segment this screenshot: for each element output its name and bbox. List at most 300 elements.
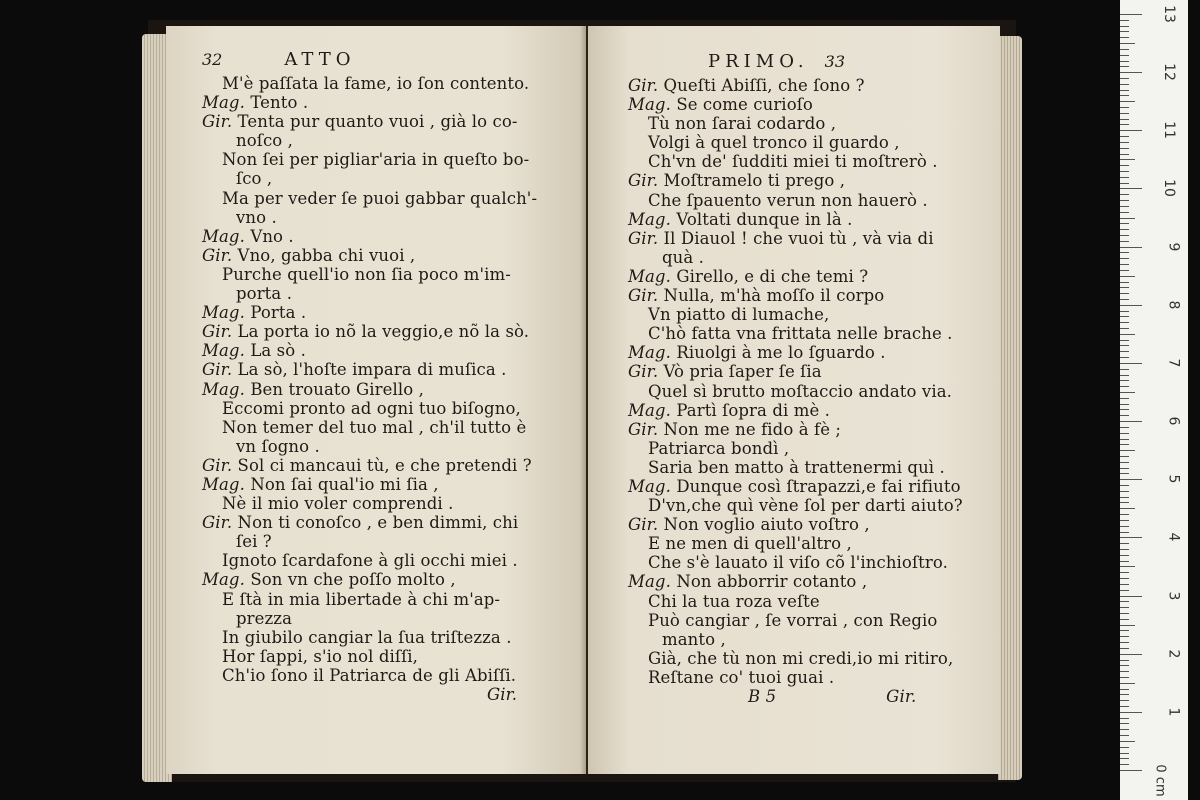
ruler-tick: [1120, 258, 1129, 259]
text-line: [202, 189, 537, 208]
text-line: [202, 570, 537, 589]
line-text: ſei ?: [236, 532, 272, 552]
text-line: [628, 305, 963, 324]
ruler-tick: [1120, 415, 1129, 416]
text-line: [202, 227, 537, 246]
speaker-label: Mag.: [202, 303, 245, 323]
speaker-label: Mag.: [628, 476, 671, 496]
line-text: E ſtà in mia libertade à chi m'ap-: [222, 589, 501, 609]
line-text: Che s'è lauato il viſo cõ l'inchioſtro.: [648, 553, 948, 573]
line-text: La sò .: [250, 341, 306, 361]
right-page-edges: [998, 36, 1022, 780]
speaker-label: Gir.: [628, 362, 659, 382]
line-text: Vno .: [250, 226, 294, 246]
ruler-tick: [1120, 136, 1129, 137]
ruler-tick: [1120, 747, 1129, 748]
ruler-tick: [1120, 502, 1129, 503]
ruler-tick: [1120, 357, 1129, 358]
ruler-tick: [1120, 508, 1135, 509]
speaker-label: Mag.: [202, 341, 245, 361]
ruler-tick: [1120, 462, 1129, 463]
ruler-tick: [1120, 491, 1129, 492]
ruler-number: 12: [1161, 63, 1178, 82]
ruler-tick: [1120, 543, 1129, 544]
line-text: Nè il mio voler comprendi .: [222, 494, 454, 514]
left-page-header: [202, 50, 537, 74]
text-line: [202, 131, 537, 150]
ruler-tick: [1120, 26, 1129, 27]
ruler-tick: [1120, 619, 1129, 620]
text-line: [202, 341, 537, 360]
ruler-tick: [1120, 200, 1129, 201]
ruler-number: 10: [1161, 179, 1178, 198]
line-text: Purche quell'io non ſia poco m'im-: [222, 264, 511, 284]
ruler-tick: [1120, 584, 1129, 585]
line-text: Girello, e di che temi ?: [676, 266, 869, 286]
text-line: [628, 515, 963, 534]
ruler-tick: [1120, 561, 1129, 562]
ruler-tick: [1120, 613, 1129, 614]
text-line: [202, 551, 537, 570]
ruler-tick: [1120, 84, 1129, 85]
speaker-label: Mag.: [628, 343, 671, 363]
ruler-tick: [1120, 31, 1129, 32]
ruler-tick: [1120, 596, 1142, 597]
text-line: [202, 246, 537, 265]
speaker-label: Gir.: [202, 112, 233, 132]
ruler-tick: [1120, 444, 1129, 445]
ruler-tick: [1120, 154, 1129, 155]
speaker-label: Mag.: [628, 209, 671, 229]
ruler-tick: [1120, 78, 1129, 79]
line-text: Patriarca bondì ,: [648, 438, 790, 458]
ruler-tick: [1120, 427, 1129, 428]
text-line: [628, 496, 963, 515]
line-text: Reſtane co' tuoi guai .: [648, 667, 835, 687]
signature-mark: B 5: [748, 687, 777, 706]
ruler-tick: [1120, 555, 1129, 556]
ruler-tick: [1120, 20, 1129, 21]
ruler-tick: [1120, 532, 1129, 533]
ruler-tick: [1120, 223, 1129, 224]
text-line: [202, 74, 537, 93]
text-line: [628, 343, 963, 362]
ruler-tick: [1120, 287, 1129, 288]
text-line: [202, 265, 537, 284]
speaker-label: Gir.: [202, 513, 233, 533]
text-line: [202, 303, 537, 322]
line-text: Non ſei per pigliar'aria in queſto bo-: [222, 150, 530, 170]
line-text: Ch'vn de' ſudditi miei ti moſtrerò .: [648, 152, 938, 172]
text-line: [202, 666, 537, 685]
ruler-tick: [1120, 689, 1129, 690]
ruler-tick: [1120, 497, 1129, 498]
ruler-tick: [1120, 107, 1129, 108]
running-head: ATTO: [284, 49, 356, 70]
ruler-tick: [1120, 119, 1129, 120]
line-text: D'vn,che quì vène ſol per darti aiuto?: [648, 496, 963, 516]
ruler-tick: [1120, 282, 1129, 283]
line-text: Dunque così ſtrapazzi,e fai rifiuto: [676, 476, 961, 496]
ruler-tick: [1120, 380, 1129, 381]
text-line: [202, 93, 537, 112]
ruler-tick: [1120, 351, 1129, 352]
text-line: [628, 668, 963, 687]
line-text: Tento .: [250, 93, 309, 113]
left-page: [166, 26, 586, 774]
right-text-lines: [628, 76, 963, 687]
ruler-number: 8: [1165, 300, 1182, 310]
ruler-tick: [1120, 770, 1142, 771]
ruler-tick: [1120, 630, 1129, 631]
ruler-tick: [1120, 311, 1129, 312]
ruler-tick: [1120, 578, 1129, 579]
ruler-tick: [1120, 183, 1129, 184]
line-text: Riuolgi à me lo ſguardo .: [676, 343, 886, 363]
text-line: [628, 420, 963, 439]
page-number: 32: [202, 50, 223, 69]
line-text: Partì ſopra di mè .: [676, 400, 831, 420]
line-text: Voltati dunque in là .: [676, 209, 853, 229]
ruler-tick: [1120, 566, 1135, 567]
text-line: [628, 649, 963, 668]
ruler-tick: [1120, 473, 1129, 474]
ruler-tick: [1120, 188, 1142, 189]
ruler-number: 6: [1165, 416, 1182, 426]
line-text: Il Diauol ! che vuoi tù , và via di: [663, 228, 934, 248]
page-number: 33: [824, 52, 845, 71]
ruler-tick: [1120, 700, 1129, 701]
ruler-tick: [1120, 625, 1135, 626]
line-text: M'è paſſata la fame, io ſon contento.: [222, 74, 530, 93]
text-line: [628, 611, 963, 630]
ruler-tick: [1120, 270, 1129, 271]
ruler-tick: [1120, 706, 1129, 707]
text-line: [628, 477, 963, 496]
text-line: [628, 458, 963, 477]
ruler-tick: [1120, 375, 1129, 376]
text-line: [628, 362, 963, 381]
ruler-tick: [1120, 718, 1129, 719]
line-text: vn ſogno .: [236, 436, 320, 456]
ruler-tick: [1120, 66, 1129, 67]
line-text: La sò, l'hoſte impara di muſica .: [237, 360, 507, 380]
speaker-label: Mag.: [628, 400, 671, 420]
ruler-tick: [1120, 305, 1142, 306]
text-line: [202, 513, 537, 532]
text-line: [628, 210, 963, 229]
ruler-tick: [1120, 479, 1142, 480]
line-text: Queſti Abiſſi, che ſono ?: [663, 76, 865, 95]
line-text: Può cangiar , ſe vorrai , con Regio: [648, 610, 938, 630]
ruler-number: 4: [1165, 532, 1182, 542]
ruler-tick: [1120, 177, 1129, 178]
line-text: Saria ben matto à trattenermi quì .: [648, 457, 945, 477]
text-line: [628, 248, 963, 267]
ruler-tick: [1120, 723, 1129, 724]
ruler-tick: [1120, 316, 1129, 317]
ruler-tick: [1120, 549, 1129, 550]
text-line: [202, 494, 537, 513]
line-text: Ch'io ſono il Patriarca de gli Abiſſi.: [222, 665, 517, 685]
ruler-tick: [1120, 159, 1135, 160]
ruler-number: 5: [1165, 474, 1182, 484]
text-line: [202, 399, 537, 418]
speaker-label: Mag.: [202, 474, 245, 494]
ruler-tick: [1120, 468, 1129, 469]
ruler-tick: [1120, 404, 1129, 405]
text-line: [202, 418, 537, 437]
ruler-tick: [1120, 43, 1135, 44]
line-text: porta .: [236, 284, 293, 304]
line-text: Nulla, m'hà moſſo il corpo: [663, 286, 885, 306]
text-line: [628, 592, 963, 611]
line-text: Non ſai qual'io mi ſia ,: [250, 474, 439, 494]
ruler-tick: [1120, 520, 1129, 521]
right-page-footer: [628, 687, 963, 706]
ruler-tick: [1120, 124, 1129, 125]
line-text: Chi la tua roza veſte: [648, 591, 820, 611]
text-line: [202, 437, 537, 456]
speaker-label: Gir.: [628, 76, 659, 95]
speaker-label: Mag.: [628, 95, 671, 115]
ruler-tick: [1120, 683, 1135, 684]
ruler-tick: [1120, 654, 1142, 655]
ruler-tick: [1120, 671, 1129, 672]
ruler-tick: [1120, 345, 1129, 346]
ruler-tick: [1120, 636, 1129, 637]
ruler-tick: [1120, 14, 1142, 15]
line-text: Se come curioſo: [676, 95, 813, 115]
ruler-tick: [1120, 229, 1129, 230]
ruler-tick: [1120, 37, 1129, 38]
line-text: Non abborrir cotanto ,: [676, 572, 868, 592]
ruler-tick: [1120, 456, 1129, 457]
ruler-tick: [1120, 322, 1129, 323]
ruler-tick: [1120, 95, 1129, 96]
text-line: [628, 191, 963, 210]
ruler-tick: [1120, 293, 1129, 294]
speaker-label: Mag.: [202, 379, 245, 399]
ruler-tick: [1120, 235, 1129, 236]
line-text: Non temer del tuo mal , ch'il tutto è: [222, 417, 527, 437]
ruler-tick: [1120, 55, 1129, 56]
line-text: Ma per veder ſe puoi gabbar qualch'-: [222, 188, 538, 208]
ruler-tick: [1120, 590, 1129, 591]
text-line: [628, 630, 963, 649]
ruler-tick: [1120, 101, 1135, 102]
ruler-tick: [1120, 729, 1129, 730]
line-text: manto ,: [662, 629, 726, 649]
ruler-tick: [1120, 398, 1129, 399]
line-text: ſco ,: [236, 169, 273, 189]
ruler-tick: [1120, 171, 1129, 172]
ruler-tick: [1120, 753, 1129, 754]
line-text: Quel sì brutto moſtaccio andato via.: [648, 381, 952, 401]
ruler-tick: [1120, 340, 1129, 341]
catchword: Gir.: [886, 687, 917, 706]
line-text: Porta .: [250, 303, 307, 323]
right-page-text: [628, 52, 963, 706]
ruler-tick: [1120, 328, 1129, 329]
ruler-tick: [1120, 741, 1135, 742]
line-text: Non ti conoſco , e ben dimmi, chi: [237, 513, 519, 533]
text-line: [628, 553, 963, 572]
ruler-tick: [1120, 206, 1129, 207]
line-text: Son vn che poſſo molto ,: [250, 570, 456, 590]
ruler-unit-label: 0 cm: [1152, 764, 1168, 797]
ruler-tick: [1120, 607, 1129, 608]
ruler-number: 2: [1165, 649, 1182, 659]
line-text: Moſtramelo ti prego ,: [663, 171, 846, 191]
line-text: Ignoto ſcardafone à gli occhi miei .: [222, 551, 518, 571]
text-line: [202, 112, 537, 131]
ruler-tick: [1120, 61, 1129, 62]
ruler-tick: [1120, 648, 1129, 649]
text-line: [202, 380, 537, 399]
ruler-tick: [1120, 450, 1135, 451]
ruler-number: 1: [1165, 707, 1182, 717]
text-line: [628, 439, 963, 458]
ruler-tick: [1120, 130, 1142, 131]
text-line: [628, 286, 963, 305]
speaker-label: Gir.: [202, 322, 233, 342]
ruler-tick: [1120, 72, 1142, 73]
text-line: [628, 324, 963, 343]
speaker-label: Gir.: [202, 245, 233, 265]
ruler-tick: [1120, 572, 1129, 573]
ruler-tick: [1120, 247, 1142, 248]
text-line: [202, 322, 537, 341]
line-text: La porta io nõ la veggio,e nõ la sò.: [237, 322, 530, 342]
catchword: Gir.: [486, 685, 518, 704]
speaker-label: Gir.: [628, 228, 659, 248]
ruler-tick: [1120, 49, 1129, 50]
ruler-tick: [1120, 601, 1129, 602]
ruler-tick: [1120, 421, 1142, 422]
line-text: noſco ,: [236, 131, 294, 151]
speaker-label: Gir.: [628, 515, 659, 535]
ruler-tick: [1120, 433, 1129, 434]
speaker-label: Gir.: [628, 419, 659, 439]
text-line: [202, 208, 537, 227]
ruler-tick: [1120, 90, 1129, 91]
text-line: [202, 475, 537, 494]
text-line: [202, 628, 537, 647]
speaker-label: Mag.: [202, 93, 245, 113]
text-line: [628, 95, 963, 114]
line-text: Volgi à quel tronco il guardo ,: [648, 133, 900, 153]
line-text: Hor ſappi, s'io nol diſſi,: [222, 646, 419, 666]
ruler-tick: [1120, 165, 1129, 166]
speaker-label: Gir.: [202, 455, 233, 475]
line-text: E ne men di quell'altro ,: [648, 534, 852, 554]
speaker-label: Mag.: [202, 570, 245, 590]
right-page: [588, 26, 1000, 774]
ruler-tick: [1120, 218, 1135, 219]
line-text: Vn piatto di lumache,: [648, 305, 830, 325]
ruler-tick: [1120, 665, 1129, 666]
line-text: Eccomi pronto ad ogni tuo biſogno,: [222, 398, 521, 418]
measuring-ruler: [1120, 0, 1188, 800]
ruler-number: 13: [1161, 5, 1178, 23]
text-line: [202, 360, 537, 379]
line-text: Ben trouato Girello ,: [250, 379, 424, 399]
text-line: [628, 114, 963, 133]
speaker-label: Mag.: [202, 226, 245, 246]
speaker-label: Gir.: [628, 171, 659, 191]
text-line: [202, 590, 537, 609]
speaker-label: Mag.: [628, 266, 671, 286]
text-line: [628, 171, 963, 190]
line-text: Vò pria ſaper ſe ſia: [663, 362, 822, 382]
line-text: Non voglio aiuto voſtro ,: [663, 515, 870, 535]
ruler-tick: [1120, 386, 1129, 387]
text-line: [202, 169, 537, 188]
line-text: Che ſpauento verun non hauerò .: [648, 190, 928, 210]
ruler-tick: [1120, 439, 1129, 440]
ruler-number: 3: [1165, 591, 1182, 600]
ruler-tick: [1120, 735, 1129, 736]
text-line: [628, 534, 963, 553]
line-text: In giubilo cangiar la ſua triſtezza .: [222, 627, 512, 647]
text-line: [628, 267, 963, 286]
speaker-label: Mag.: [628, 572, 671, 592]
ruler-tick: [1120, 392, 1135, 393]
left-page-text: [202, 50, 537, 704]
text-line: [202, 609, 537, 628]
open-book: [148, 20, 1016, 782]
ruler-tick: [1120, 712, 1142, 713]
text-line: [628, 382, 963, 401]
ruler-tick: [1120, 677, 1129, 678]
ruler-tick: [1120, 252, 1129, 253]
ruler-tick: [1120, 526, 1129, 527]
line-text: Tù non ſarai codardo ,: [648, 114, 837, 134]
ruler-tick: [1120, 264, 1129, 265]
ruler-tick: [1120, 212, 1129, 213]
ruler-tick: [1120, 142, 1129, 143]
line-text: prezza: [236, 608, 293, 628]
line-text: C'hò fatta vna frittata nelle brache .: [648, 324, 953, 344]
text-line: [628, 76, 963, 95]
speaker-label: Gir.: [628, 286, 659, 306]
text-line: [202, 456, 537, 475]
ruler-tick: [1120, 694, 1129, 695]
line-text: Già, che tù non mi credi,io mi ritiro,: [648, 648, 954, 668]
ruler-tick: [1120, 194, 1129, 195]
text-line: [628, 133, 963, 152]
line-text: vno .: [236, 207, 277, 227]
ruler-tick: [1120, 485, 1129, 486]
left-text-lines: [202, 74, 537, 685]
running-head: PRIMO.: [708, 51, 809, 72]
ruler-tick: [1120, 241, 1129, 242]
line-text: Sol ci mancaui tù, e che pretendi ?: [237, 455, 532, 475]
ruler-tick: [1120, 514, 1129, 515]
ruler-tick: [1120, 113, 1129, 114]
text-line: [628, 229, 963, 248]
ruler-number: 9: [1165, 242, 1182, 252]
text-line: [628, 572, 963, 591]
right-page-header: [628, 52, 963, 76]
line-text: Tenta pur quanto vuoi , già lo co-: [237, 112, 518, 132]
ruler-tick: [1120, 334, 1135, 335]
line-text: Non me ne fido à fè ;: [663, 419, 842, 439]
ruler-tick: [1120, 537, 1142, 538]
speaker-label: Gir.: [202, 360, 233, 380]
text-line: [202, 532, 537, 551]
